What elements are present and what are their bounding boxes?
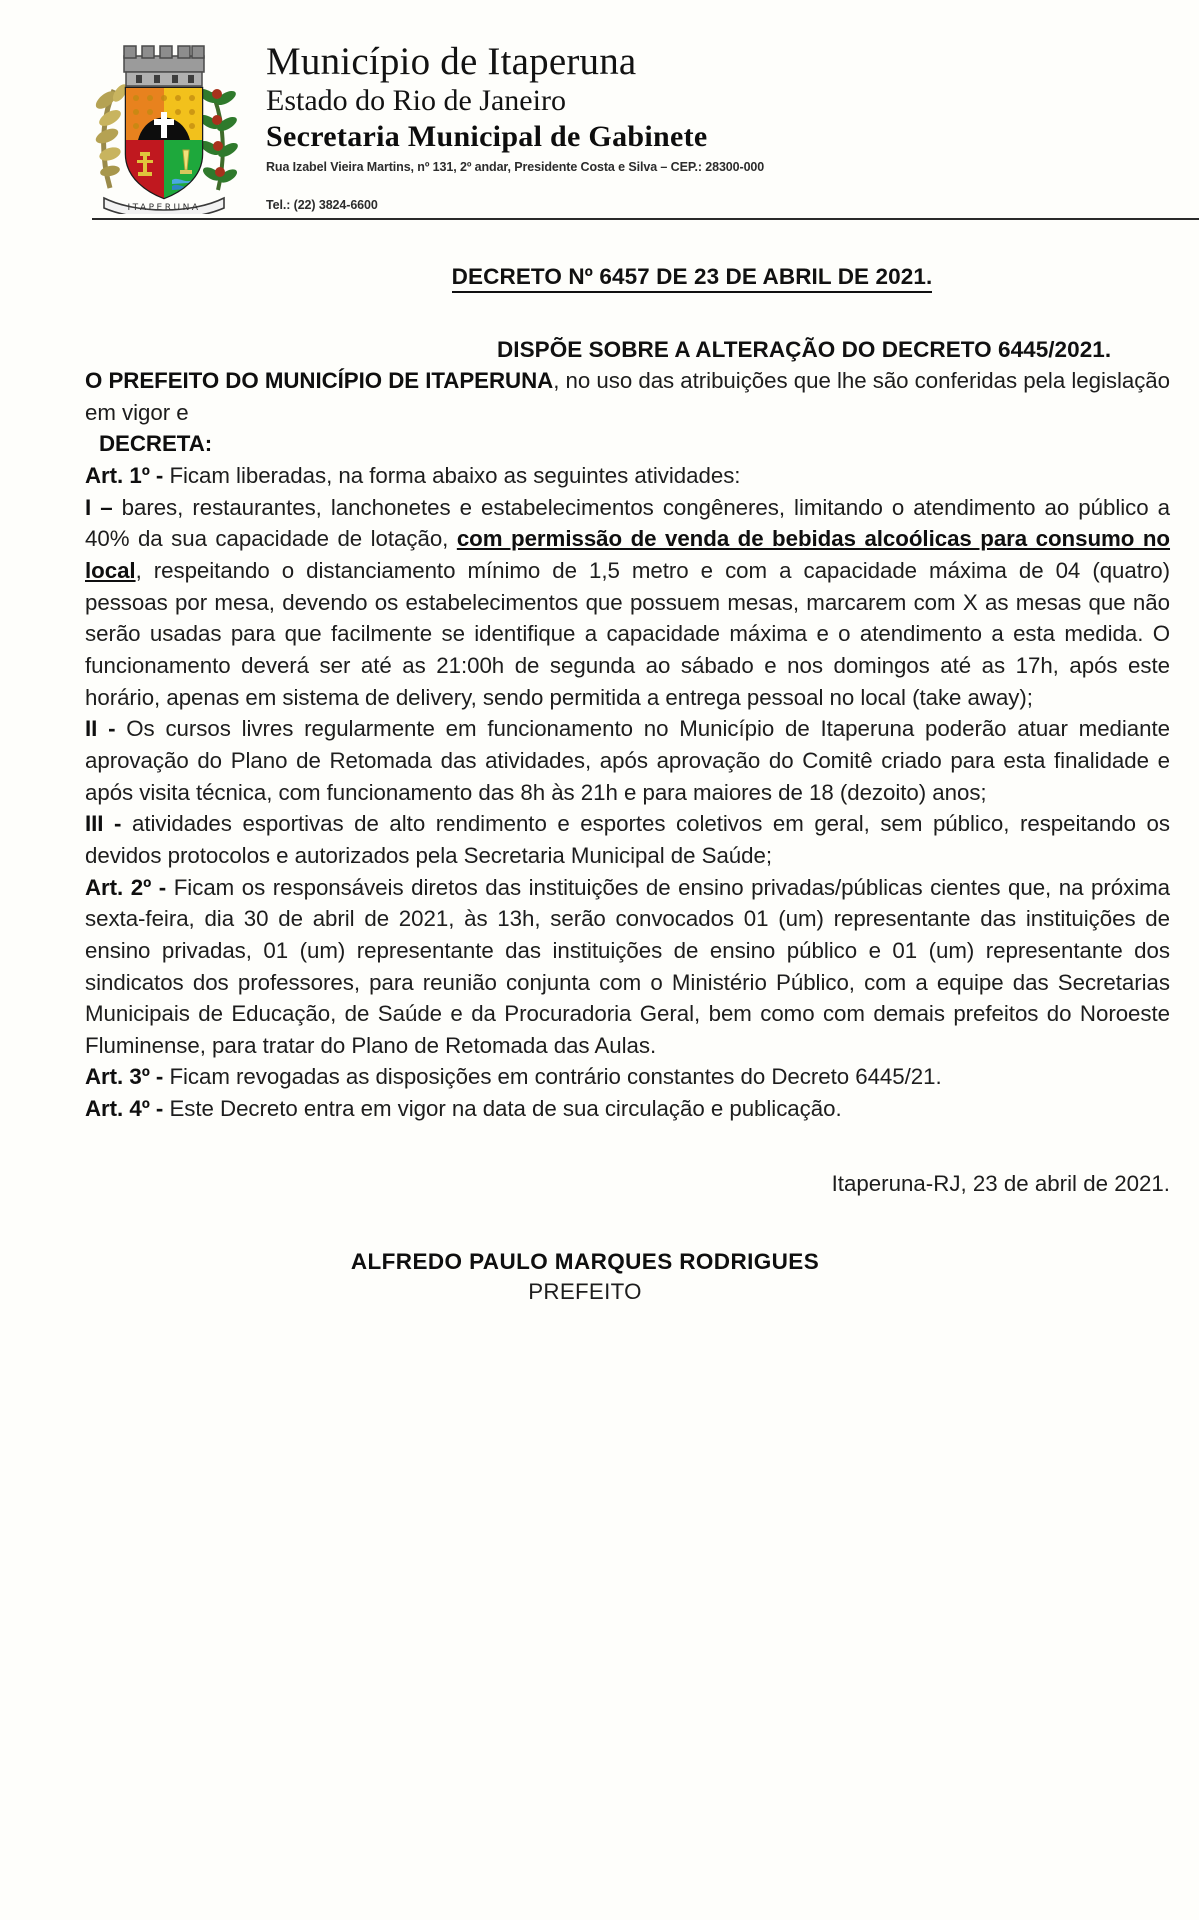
state-name: Estado do Rio de Janeiro	[266, 83, 566, 117]
decreta-label-text: DECRETA:	[99, 431, 213, 457]
article-3-text: Ficam revogadas as disposições em contrário constantes do Decreto 6445/21.	[163, 1064, 942, 1090]
item-2-text: Os cursos livres regularmente em funcionamento no Município de Itaperuna poderão atuar mediante aprovação do Plano de Retomada das atividades, após aprovação do Comitê criado para esta finalidade e após visita técnica, com funcionamento das 8h às 21h e para maiores de 18 (dezoito) anos;	[85, 716, 1171, 805]
article-2	[85, 872, 1170, 1062]
article-1-text: Ficam liberadas, na forma abaixo as seguintes atividades:	[163, 463, 741, 489]
preamble-subject: O PREFEITO DO MUNICÍPIO DE ITAPERUNA	[85, 368, 554, 394]
decree-title	[185, 264, 1199, 290]
signature-block	[85, 1249, 1085, 1305]
item-1-underlined-clause: com permissão de venda de bebidas alcoólicas para consumo no local	[85, 526, 1171, 583]
item-2	[85, 713, 1170, 808]
article-4	[85, 1093, 1170, 1125]
item-1	[85, 492, 1170, 714]
article-4-text: Este Decreto entra em vigor na data de sua circulação e publicação.	[163, 1096, 842, 1122]
letterhead-text	[248, 36, 1199, 215]
article-2-text: Ficam os responsáveis diretos das instituições de ensino privadas/públicas cientes que, na próxima sexta-feira, dia 30 de abril de 2021, às 13h, serão convocados 01 (um) representante das instituições de ensino privadas, 01 (um) representante das instituições de ensino público e 01 (um) representante dos sindicatos dos professores, para reunião conjunta com o Ministério Público, com a equipe das Secretarias Municipais de Educação, de Saúde e da Procuradoria Geral, bem como com demais prefeitos do Noroeste Fluminense, para tratar do Plano de Retomada das Aulas.	[85, 874, 1170, 1058]
document-body	[0, 264, 1199, 1305]
ementa: DISPÕE SOBRE A ALTERAÇÃO DO DECRETO 6445/2021.	[497, 337, 1112, 362]
item-3	[85, 808, 1170, 871]
item-3-text: atividades esportivas de alto rendimento e esportes coletivos em geral, sem público, respeitando os devidos protocolos e autorizados pela Secretaria Municipal de Saúde;	[85, 811, 1170, 868]
item-1-text-b: , respeitando o distanciamento mínimo de 1,5 metro e com a capacidade máxima de 04 (quatro) pessoas por mesa, devendo os estabelecimentos que possuem mesas, marcarem com X as mesas que não serão usadas para que facilmente se identifique a capacidade máxima e o atendimento a esta medida. O funcionamento deverá ser até as 21:00h de segunda ao sábado e nos domingos até as 17h, após este horário, apenas em sistema de delivery, sendo permitida a entrega pessoal no local (take away);	[85, 557, 1170, 710]
decree-title-text: DECRETO Nº 6457 DE 23 DE ABRIL DE 2021.	[452, 264, 933, 293]
municipality-name: Município de Itaperuna	[266, 40, 637, 83]
signer-role: PREFEITO	[528, 1278, 642, 1304]
header-divider	[92, 218, 1199, 220]
preamble-remainder: , no uso das atribuições que lhe são conferidas pela legislação em vigor e	[85, 368, 1170, 425]
office-address: Rua Izabel Vieira Martins, nº 131, 2º andar, Presidente Costa e Silva – CEP.: 28300-000	[266, 160, 765, 175]
article-3	[85, 1061, 1170, 1093]
preamble-paragraph	[85, 365, 1170, 428]
item-1-marker: I –	[85, 494, 113, 520]
office-phone: Tel.: (22) 3824-6600	[266, 197, 378, 212]
article-4-label: Art. 4º -	[85, 1096, 164, 1122]
department-name: Secretaria Municipal de Gabinete	[266, 120, 708, 154]
coat-of-arms-icon	[80, 38, 248, 214]
article-1-label: Art. 1º -	[85, 463, 164, 489]
decreta-label	[85, 428, 1170, 460]
article-2-label: Art. 2º -	[85, 874, 167, 900]
signer-name: ALFREDO PAULO MARQUES RODRIGUES	[350, 1248, 820, 1274]
svg-text:ITAPERUNA: ITAPERUNA	[127, 203, 201, 213]
item-3-marker: III -	[85, 811, 122, 837]
item-1-text-a: bares, restaurantes, lanchonetes e estabelecimentos congêneres, limitando o atendimento ao público a 40% da sua capacidade de lotação,	[85, 494, 1171, 552]
article-1	[85, 460, 1170, 492]
place-and-date: Itaperuna-RJ, 23 de abril de 2021.	[831, 1170, 1170, 1196]
item-2-marker: II -	[85, 716, 116, 742]
article-3-label: Art. 3º -	[85, 1064, 164, 1090]
letterhead	[0, 0, 1199, 213]
